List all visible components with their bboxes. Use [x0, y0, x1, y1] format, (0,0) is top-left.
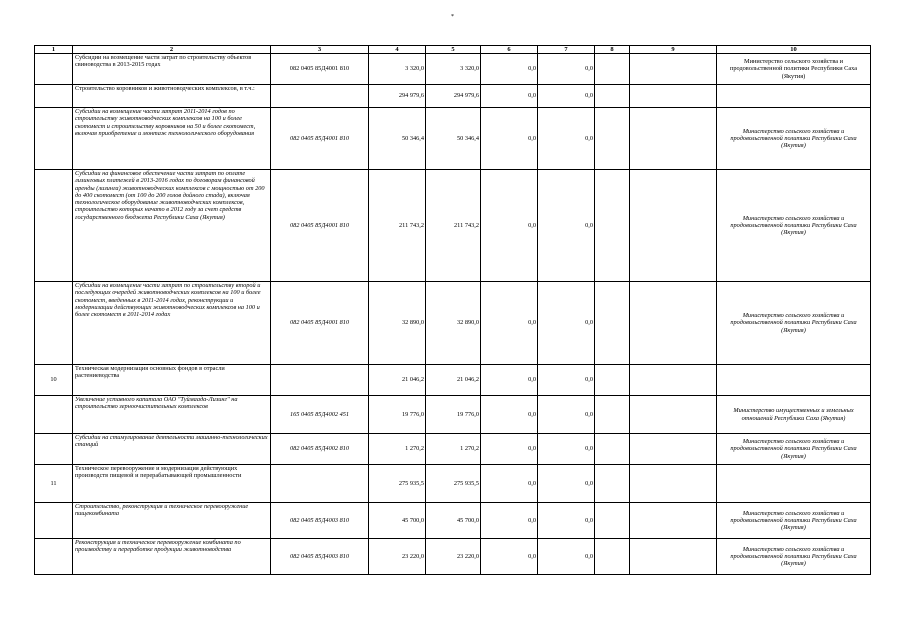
- cell-col6: 0,0: [481, 108, 538, 170]
- cell-code: 082 0405 85Д4001 810: [271, 170, 369, 282]
- cell-code: [271, 85, 369, 108]
- cell-col7: 0,0: [538, 108, 595, 170]
- cell-col5: 275 935,5: [426, 465, 481, 503]
- table-row: [35, 503, 871, 539]
- col-header: 6: [481, 46, 538, 54]
- cell-number: [35, 396, 73, 434]
- cell-ministry: Министерство имущественных и земельных отношений Республики Саха (Якутия): [717, 396, 871, 434]
- table-row: [35, 396, 871, 434]
- cell-col8: [595, 434, 630, 465]
- cell-name: Субсидии на возмещение части затрат по строительству объектов свиноводства в 2013-2015 годах: [73, 54, 271, 85]
- cell-col9: [630, 170, 717, 282]
- cell-name: Субсидии на стимулирование деятельности машинно-технологических станций: [73, 434, 271, 465]
- cell-number: [35, 434, 73, 465]
- col-header: 8: [595, 46, 630, 54]
- cell-code: 082 0405 85Д4003 810: [271, 539, 369, 575]
- table-row: [35, 539, 871, 575]
- cell-col5: 23 220,0: [426, 539, 481, 575]
- cell-col9: [630, 54, 717, 85]
- cell-col9: [630, 85, 717, 108]
- cell-col7: 0,0: [538, 365, 595, 396]
- cell-number: 10: [35, 365, 73, 396]
- col-header: 5: [426, 46, 481, 54]
- cell-ministry: Министерство сельского хозяйства и продовольственной политики Республики Саха (Якутия): [717, 539, 871, 575]
- cell-col5: 19 776,0: [426, 396, 481, 434]
- cell-col9: [630, 396, 717, 434]
- table-row: [35, 85, 871, 108]
- cell-col9: [630, 465, 717, 503]
- cell-col7: 0,0: [538, 282, 595, 365]
- cell-col5: 21 046,2: [426, 365, 481, 396]
- cell-col5: 294 979,6: [426, 85, 481, 108]
- cell-ministry: Министерство сельского хозяйства и продовольственной политики Республики Саха (Якутия): [717, 282, 871, 365]
- cell-name: Техническое перевооружение и модернизация действующих производств пищевой и перерабатывающей промышленности: [73, 465, 271, 503]
- cell-col8: [595, 503, 630, 539]
- cell-name: Субсидии на финансовое обеспечение части затрат по оплате лизинговых платежей в 2013-2016 годах по договорам финансовой аренды (лизинга) животноводческих комплексов с мощностью от 200 до 400 скотомест (от 100 до 200 голов дойного стада), включая технологическое оборудование животноводческих комплексов, строительство которых начато в 2012 году за счет средств государственного бюджета Республики Саха (Якутия): [73, 170, 271, 282]
- col-header: 2: [73, 46, 271, 54]
- cell-col4: 275 935,5: [369, 465, 426, 503]
- cell-code: 082 0405 85Д4002 810: [271, 434, 369, 465]
- cell-ministry: Министерство сельского хозяйства и продовольственной политики Республики Саха (Якутия): [717, 503, 871, 539]
- cell-ministry: Министерство сельского хозяйства и продовольственной политики Республики Саха (Якутия): [717, 54, 871, 85]
- table-row: [35, 434, 871, 465]
- cell-col6: 0,0: [481, 85, 538, 108]
- cell-col4: 23 220,0: [369, 539, 426, 575]
- cell-col6: 0,0: [481, 282, 538, 365]
- cell-col9: [630, 503, 717, 539]
- cell-number: [35, 539, 73, 575]
- cell-col4: 1 270,2: [369, 434, 426, 465]
- cell-ministry: [717, 465, 871, 503]
- col-header: 3: [271, 46, 369, 54]
- cell-col7: 0,0: [538, 539, 595, 575]
- cell-col8: [595, 282, 630, 365]
- col-header: 7: [538, 46, 595, 54]
- table-row: [35, 108, 871, 170]
- cell-number: [35, 503, 73, 539]
- cell-code: [271, 365, 369, 396]
- cell-col9: [630, 282, 717, 365]
- cell-col5: 3 320,0: [426, 54, 481, 85]
- cell-col7: 0,0: [538, 85, 595, 108]
- cell-col4: 32 890,0: [369, 282, 426, 365]
- cell-col6: 0,0: [481, 503, 538, 539]
- cell-name: Субсидии на возмещение части затрат 2011-2014 годов по строительству животноводческих комплексов на 100 и более скотомест и строительству коровников на 50 и более скотомест, включая приобретение и монтаж технологического оборудования: [73, 108, 271, 170]
- cell-col6: 0,0: [481, 434, 538, 465]
- cell-code: 165 0405 85Д4002 451: [271, 396, 369, 434]
- cell-col6: 0,0: [481, 365, 538, 396]
- cell-col7: 0,0: [538, 503, 595, 539]
- cell-col4: 3 320,0: [369, 54, 426, 85]
- cell-name: Строительство коровников и животноводческих комплексов, в т.ч.:: [73, 85, 271, 108]
- cell-col8: [595, 539, 630, 575]
- cell-number: 11: [35, 465, 73, 503]
- cell-number: [35, 170, 73, 282]
- cell-col6: 0,0: [481, 396, 538, 434]
- col-header: 9: [630, 46, 717, 54]
- cell-name: Увеличение уставного капитала ОАО "Туймаада-Лизинг" на строительство зерноочистительных комплексов: [73, 396, 271, 434]
- cell-col5: 32 890,0: [426, 282, 481, 365]
- header-row: [35, 46, 871, 54]
- cell-col5: 211 743,2: [426, 170, 481, 282]
- cell-ministry: Министерство сельского хозяйства и продовольственной политики Республики Саха (Якутия): [717, 108, 871, 170]
- cell-col9: [630, 434, 717, 465]
- cell-name: Субсидии на возмещение части затрат по строительству второй и последующих очередей животноводческих комплексов на 100 и более скотомест, введенных в 2011-2014 годах, реконструкции и модернизации действующих животноводческих комплексов на 100 и более скотомест в 2011-2014 годах: [73, 282, 271, 365]
- cell-col8: [595, 396, 630, 434]
- cell-col7: 0,0: [538, 54, 595, 85]
- cell-col4: 294 979,6: [369, 85, 426, 108]
- cell-col8: [595, 170, 630, 282]
- budget-table: [34, 45, 871, 575]
- col-header: 10: [717, 46, 871, 54]
- cell-name: Строительство, реконструкция и техническое перевооружение пищекомбината: [73, 503, 271, 539]
- cell-name: Техническая модернизация основных фондов в отрасли растениеводства: [73, 365, 271, 396]
- cell-code: 082 0405 85Д4001 810: [271, 54, 369, 85]
- cell-col8: [595, 108, 630, 170]
- cell-code: 082 0405 85Д4001 810: [271, 282, 369, 365]
- cell-col7: 0,0: [538, 396, 595, 434]
- table-row: [35, 365, 871, 396]
- cell-col7: 0,0: [538, 170, 595, 282]
- table-row: [35, 465, 871, 503]
- cell-col6: 0,0: [481, 539, 538, 575]
- cell-col4: 211 743,2: [369, 170, 426, 282]
- cell-name: Реконструкция и техническое перевооружение комбината по производству и переработке продукции животноводства: [73, 539, 271, 575]
- cell-col6: 0,0: [481, 170, 538, 282]
- cell-number: [35, 108, 73, 170]
- cell-ministry: [717, 85, 871, 108]
- cell-col6: 0,0: [481, 465, 538, 503]
- page-number: *: [451, 14, 454, 20]
- table-row: [35, 170, 871, 282]
- cell-col8: [595, 85, 630, 108]
- cell-col9: [630, 108, 717, 170]
- cell-col4: 19 776,0: [369, 396, 426, 434]
- cell-col7: 0,0: [538, 465, 595, 503]
- table-row: [35, 54, 871, 85]
- cell-ministry: [717, 365, 871, 396]
- cell-col5: 50 346,4: [426, 108, 481, 170]
- cell-col4: 21 046,2: [369, 365, 426, 396]
- cell-col6: 0,0: [481, 54, 538, 85]
- cell-col5: 1 270,2: [426, 434, 481, 465]
- cell-code: 082 0405 85Д4001 810: [271, 108, 369, 170]
- cell-col4: 50 346,4: [369, 108, 426, 170]
- cell-col4: 45 700,0: [369, 503, 426, 539]
- cell-number: [35, 54, 73, 85]
- cell-col8: [595, 465, 630, 503]
- cell-col8: [595, 54, 630, 85]
- cell-col9: [630, 539, 717, 575]
- col-header: 1: [35, 46, 73, 54]
- cell-col7: 0,0: [538, 434, 595, 465]
- col-header: 4: [369, 46, 426, 54]
- cell-col8: [595, 365, 630, 396]
- cell-ministry: Министерство сельского хозяйства и продовольственной политики Республики Саха (Якутия): [717, 170, 871, 282]
- cell-ministry: Министерство сельского хозяйства и продовольственной политики Республики Саха (Якутия): [717, 434, 871, 465]
- table-row: [35, 282, 871, 365]
- cell-number: [35, 282, 73, 365]
- cell-code: [271, 465, 369, 503]
- cell-col5: 45 700,0: [426, 503, 481, 539]
- cell-col9: [630, 365, 717, 396]
- cell-code: 082 0405 85Д4003 810: [271, 503, 369, 539]
- cell-number: [35, 85, 73, 108]
